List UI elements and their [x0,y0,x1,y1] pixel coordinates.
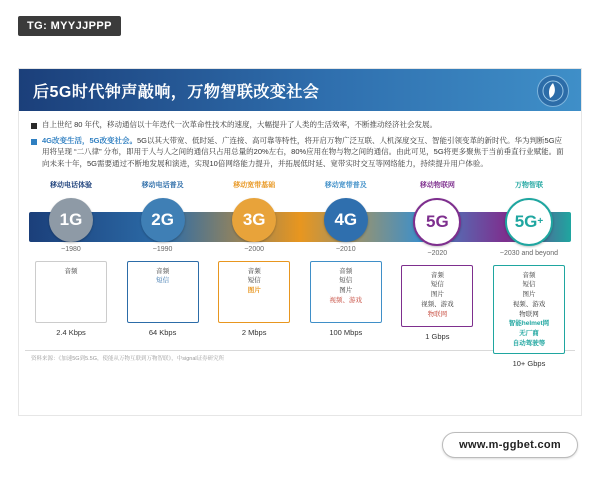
timeline-column-4g [304,178,388,346]
generation-circle-3g: 3G [232,198,276,242]
year-label-4g: ~2010 [335,245,356,253]
speed-label-5g: 1 Gbps [425,331,450,341]
feature-line: 智能helmet网 [508,320,550,328]
feature-line: 物联网 [519,310,539,318]
feature-card-4g [310,261,382,323]
generation-label: 5G [514,211,538,231]
feature-line: 短信 [430,281,444,289]
column-tag-5g-plus: 万物智联 [514,181,543,189]
feature-line: 自动驾驶等 [512,339,546,347]
column-tag-5g: 移动物联网 [419,181,455,189]
feature-line: 图片 [522,291,536,298]
slide-container [18,68,582,416]
feature-line: 图片 [247,287,261,294]
bullet-text-1: 自上世纪 80 年代，移动通信以十年迭代一次革命性技术的速度，大幅提升了人类的生活效率，不断推动经济社会发展。 [42,120,438,129]
feature-card-2g [127,261,199,323]
feature-line: 音频 [64,267,78,275]
feature-card-5g [401,265,473,327]
feature-line: 视频、游戏 [512,300,546,308]
bullet-text-2 [42,135,569,170]
timeline-column-1g [29,178,113,346]
page-title: 后5G时代钟声敲响，万物智联改变社会 [33,83,320,101]
timeline-column-5g [395,178,479,346]
bottom-watermark-badge: www.m-ggbet.com [442,432,578,458]
bullet-body-2: 5G以其大带宽、低时延、广连接、高可靠等特性，将开启万物广泛互联、人机深度交互、智能引领变革的新时代。华为判断5G应用将呈现 “二八律” 分布，即用于人与人之间的通信只占用总量的20%左右，80%应用在物与物之间的通信。由此可见，5G将更多聚焦于当前垂直行业赋能。面向未来十年，5G需要通过不断地发展和演进，实现10倍网络能力提升，并拓展低时延、宽带实时交互等网络能力，持续提升用户体验。 [42,135,564,168]
timeline-column-5g-plus [487,178,571,368]
feature-line: 图片 [430,291,444,298]
speed-label-5g-plus: 10+ Gbps [512,358,546,368]
bullet-lead-2: 4G改变生活，5G改变社会。 [42,135,138,145]
year-label-5g: ~2020 [427,249,448,257]
column-tag-3g: 移动宽带基础 [233,181,276,189]
bullet-square-icon [31,123,37,129]
bullet-item-1 [31,119,569,131]
feature-line: 音频 [522,271,536,279]
generation-label-sup: + [537,216,544,227]
company-logo-icon [537,75,569,107]
year-label-1g: ~1980 [61,245,81,253]
generation-circle-5g-plus [505,198,553,246]
bullet-square-icon [31,139,37,145]
feature-line: 音频 [156,267,170,275]
speed-label-4g: 100 Mbps [329,327,363,337]
source-note: 资料来源：《加速5G到5.5G，使能从万物互联到万物智联》，中signal证券研究所 [31,355,225,362]
feature-card-5g-plus [493,265,565,354]
generation-circle-4g: 4G [324,198,368,242]
feature-line: 图片 [339,287,353,294]
year-label-2g: ~1990 [152,245,173,253]
feature-line: 短信 [156,277,170,285]
year-label-5g-plus: ~2030 and beyond [499,249,559,257]
feature-line: 短信 [247,277,261,285]
feature-line: 视频、游戏 [421,300,454,308]
feature-line: 物联网 [427,310,448,318]
top-watermark-tag: TG: MYYJJPPP [18,16,121,36]
generation-circle-2g: 2G [141,198,185,242]
feature-line: 无厂商 [519,330,539,337]
column-tag-2g: 移动电话普及 [141,181,184,189]
generation-circle-5g: 5G [413,198,461,246]
bullet-item-2 [31,135,569,170]
feature-card-1g [35,261,107,323]
column-tag-4g: 移动宽带普及 [324,181,367,189]
bullet-list [19,111,581,176]
timeline-column-3g [212,178,296,346]
feature-line: 音频 [247,267,261,275]
generation-circle-1g: 1G [49,198,93,242]
feature-line: 视频、游戏 [329,296,363,304]
column-tag-1g: 移动电话体验 [50,181,92,189]
slide-header [19,69,581,111]
feature-line: 音频 [339,267,353,275]
speed-label-1g: 2.4 Kbps [56,327,86,337]
feature-line: 音频 [430,271,444,279]
year-label-3g: ~2000 [244,245,265,253]
feature-line: 短信 [522,281,536,289]
feature-line: 短信 [339,277,353,285]
speed-label-2g: 64 Kbps [148,327,177,337]
feature-card-3g [218,261,290,323]
speed-label-3g: 2 Mbps [241,327,267,337]
timeline-column-2g [121,178,205,346]
